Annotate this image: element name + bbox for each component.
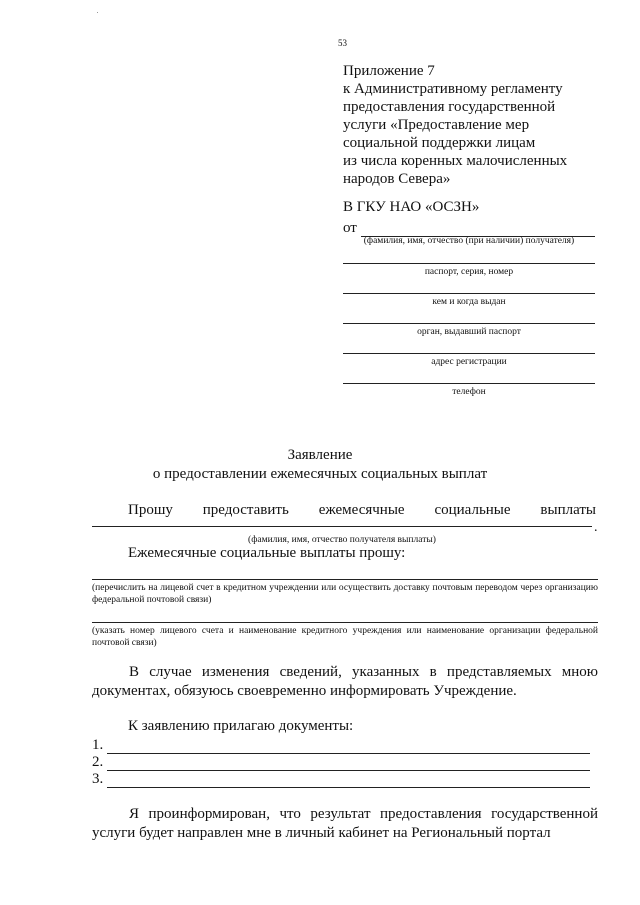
attachment-blank xyxy=(107,741,590,754)
recipient-line-end: . xyxy=(594,520,598,535)
attachments-label: К заявлению прилагаю документы: xyxy=(128,718,354,734)
field-caption: орган, выдавший паспорт xyxy=(417,327,521,337)
appendix-line: Приложение 7 xyxy=(343,63,435,79)
blank-line xyxy=(343,352,595,354)
appendix-header xyxy=(343,62,623,188)
payment-method-label: Ежемесячные социальные выплаты прошу: xyxy=(128,545,406,561)
request-word: ежемесячные xyxy=(318,502,405,518)
blank-line xyxy=(343,322,595,324)
registration-address-field xyxy=(343,352,595,367)
blank-line xyxy=(343,292,595,294)
payment-method-blank xyxy=(92,578,598,580)
blank-line xyxy=(343,382,595,384)
request-word: предоставить xyxy=(202,502,289,518)
passport-field xyxy=(343,262,595,277)
field-caption: кем и когда выдан xyxy=(432,297,506,307)
page-number: 53 xyxy=(338,38,347,48)
recipient-blank-line xyxy=(92,525,592,527)
issued-by-field xyxy=(343,292,595,307)
appendix-line: предоставления государственной xyxy=(343,99,556,115)
attachment-blank xyxy=(107,775,590,788)
field-caption: адрес регистрации xyxy=(431,357,507,367)
phone-field xyxy=(343,382,595,397)
appendix-line: к Административному регламенту xyxy=(343,81,563,97)
document-subtitle: о предоставлении ежемесячных социальных выплат xyxy=(152,466,488,482)
attachment-number: 1. xyxy=(92,737,104,753)
attachment-item xyxy=(92,737,590,754)
appendix-line: социальной поддержки лицам xyxy=(343,135,536,151)
request-line xyxy=(128,502,596,519)
change-notice-paragraph: В случае изменения сведений, указанных в представляемых мною документах, обязуюсь своевременно информировать Учреждение. xyxy=(92,664,598,699)
appendix-line: из числа коренных малочисленных xyxy=(343,153,568,169)
field-caption: телефон xyxy=(452,387,486,397)
account-caption: (указать номер лицевого счета и наименование кредитного учреждения или наименование организации федеральной почтовой связи) xyxy=(92,626,598,648)
attachment-item xyxy=(92,771,590,788)
attachment-item xyxy=(92,754,590,771)
attachment-blank xyxy=(107,758,590,771)
addressee: В ГКУ НАО «ОСЗН» xyxy=(343,199,480,215)
attachment-number: 2. xyxy=(92,754,104,770)
request-word: выплаты xyxy=(540,502,596,518)
account-blank xyxy=(92,621,598,623)
appendix-line: народов Севера» xyxy=(343,171,451,187)
appendix-line: услуги «Предоставление мер xyxy=(343,117,530,133)
issuing-authority-field xyxy=(343,322,595,337)
field-caption: паспорт, серия, номер xyxy=(424,267,514,277)
document-title: Заявление xyxy=(287,447,353,463)
payment-method-caption: (перечислить на лицевой счет в кредитном учреждении или осуществить доставку почтовым переводом через организацию федеральной почтовой связи) xyxy=(92,583,598,605)
attachment-number: 3. xyxy=(92,771,104,787)
attachments-list xyxy=(92,737,590,788)
informed-paragraph: Я проинформирован, что результат предоставления государственной услуги будет направлен мне в личный кабинет на Региональный портал xyxy=(92,806,598,841)
scan-speck xyxy=(97,12,98,13)
fio-caption: (фамилия, имя, отчество (при наличии) получателя) xyxy=(363,236,575,246)
recipient-caption: (фамилия, имя, отчество получателя выплаты) xyxy=(248,535,436,545)
request-word: социальные xyxy=(434,502,511,518)
blank-line xyxy=(343,262,595,264)
request-word: Прошу xyxy=(128,502,173,518)
from-field xyxy=(343,220,595,237)
from-label: от xyxy=(343,220,357,236)
